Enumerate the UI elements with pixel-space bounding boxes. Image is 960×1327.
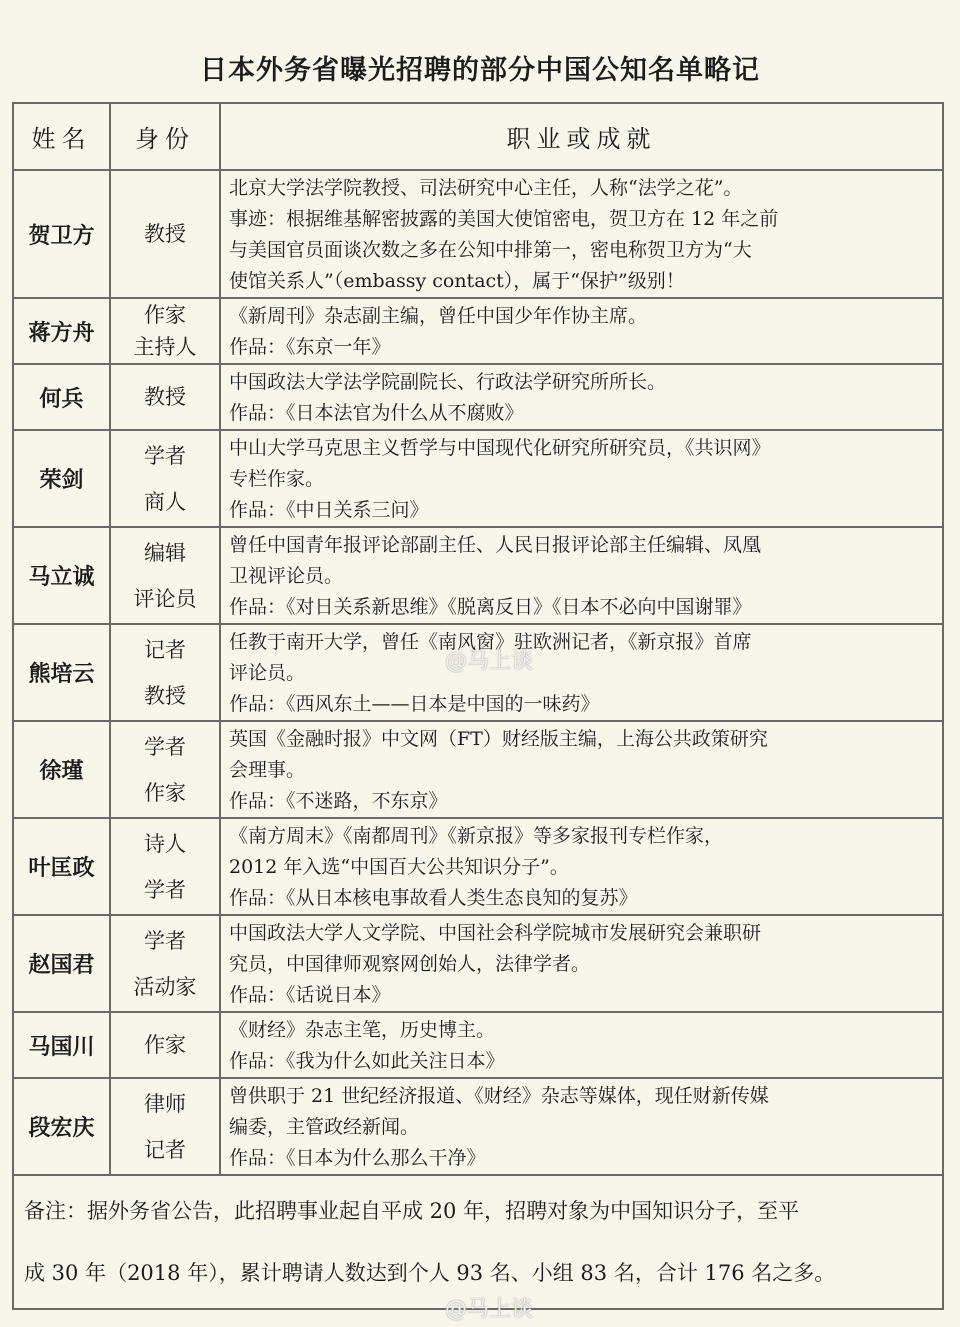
identity-label: 作家 (144, 1033, 186, 1057)
note-cell (13, 1175, 943, 1309)
table-row (13, 298, 943, 364)
person-name: 熊培云 (13, 624, 110, 721)
career-line: 作品：《东京一年》 (229, 336, 391, 358)
career-cell (220, 1078, 943, 1175)
career-cell (220, 527, 943, 624)
identity-label: 作家 (144, 303, 186, 327)
career-line: 评论员。 (229, 662, 306, 684)
identity-cell (110, 624, 220, 721)
career-line: 中国政法大学法学院副院长、行政法学研究所所长。 (229, 371, 667, 393)
identity-label: 编辑 (144, 540, 186, 565)
person-name: 赵国君 (13, 915, 110, 1012)
career-line: 作品：《西风东土——日本是中国的一味药》 (229, 693, 600, 715)
career-line: 《南方周末》《南都周刊》《新京报》等多家报刊专栏作家， (229, 825, 724, 847)
person-name: 蒋方舟 (13, 298, 110, 364)
identity-label: 教授 (144, 222, 186, 246)
career-line: 中国政法大学人文学院、中国社会科学院城市发展研究会兼职研 (229, 922, 762, 944)
person-name: 马立诚 (13, 527, 110, 624)
person-name: 段宏庆 (13, 1078, 110, 1175)
person-name: 叶匡政 (13, 818, 110, 915)
identity-label: 记者 (144, 1137, 186, 1162)
identity-label: 作家 (144, 780, 186, 805)
career-line: 《新周刊》杂志副主编，曾任中国少年作协主席。 (229, 305, 648, 327)
career-line: 作品：《从日本核电事故看人类生态良知的复苏》 (229, 887, 638, 909)
identity-label: 主持人 (133, 335, 197, 359)
identity-cell (110, 915, 220, 1012)
career-line: 作品：《话说日本》 (229, 984, 391, 1006)
person-name: 马国川 (13, 1012, 110, 1078)
identity-cell (110, 364, 220, 430)
header-row (13, 103, 943, 170)
career-line: 中山大学马克思主义哲学与中国现代化研究所研究员，《共识网》 (229, 437, 771, 459)
career-line: 事迹：根据维基解密披露的美国大使馆密电，贺卫方在 12 年之前 (229, 208, 779, 230)
career-line: 任教于南开大学，曾任《南风窗》驻欧洲记者，《新京报》首席 (229, 631, 752, 653)
career-cell (220, 915, 943, 1012)
identity-label: 教授 (144, 683, 186, 708)
identity-cell (110, 1012, 220, 1078)
identity-label: 诗人 (144, 831, 186, 856)
career-line: 北京大学法学院教授、司法研究中心主任，人称“法学之花”。 (229, 177, 743, 199)
career-line: 作品：《中日关系三问》 (229, 499, 429, 521)
identity-label: 学者 (144, 877, 186, 902)
identity-cell (110, 170, 220, 298)
identity-cell (110, 527, 220, 624)
identity-label: 评论员 (133, 586, 197, 611)
table-row (13, 170, 943, 298)
identity-label: 活动家 (133, 974, 197, 999)
identity-cell (110, 298, 220, 364)
identity-label: 学者 (144, 928, 186, 953)
identity-label: 学者 (144, 734, 186, 759)
table-row (13, 1012, 943, 1078)
note-line: 备注：据外务省公告，此招聘事业起自平成 20 年，招聘对象为中国知识分子，至平 (24, 1199, 800, 1223)
career-cell (220, 430, 943, 527)
table-row (13, 527, 943, 624)
career-cell (220, 298, 943, 364)
note-line: 成 30 年（2018 年），累计聘请人数达到个人 93 名、小组 83 名，合计 176 名之多。 (24, 1261, 836, 1285)
note-row (13, 1175, 943, 1309)
document-title: 日本外务省曝光招聘的部分中国公知名单略记 (200, 55, 760, 86)
watermark: @马上谈 (445, 1297, 534, 1322)
career-line: 与美国官员面谈次数之多在公知中排第一，密电称贺卫方为“大 (229, 239, 752, 261)
career-cell (220, 170, 943, 298)
identity-label: 学者 (144, 443, 186, 468)
table-row (13, 915, 943, 1012)
identity-cell (110, 818, 220, 915)
person-name: 何兵 (13, 364, 110, 430)
career-cell (220, 1012, 943, 1078)
career-line: 作品：《我为什么如此关注日本》 (229, 1050, 505, 1072)
identity-cell (110, 1078, 220, 1175)
table-row (13, 1078, 943, 1175)
identity-label: 商人 (144, 489, 186, 514)
career-line: 使馆关系人”（embassy contact），属于“保护”级别！ (229, 270, 685, 292)
identity-cell (110, 721, 220, 818)
table-row (13, 364, 943, 430)
roster-table (12, 102, 944, 1310)
identity-cell (110, 430, 220, 527)
person-name: 荣剑 (13, 430, 110, 527)
career-line: 卫视评论员。 (229, 565, 344, 587)
career-cell (220, 818, 943, 915)
career-line: 作品：《对日关系新思维》《脱离反日》《日本不必向中国谢罪》 (229, 596, 752, 618)
career-line: 曾任中国青年报评论部副主任、人民日报评论部主任编辑、凤凰 (229, 534, 762, 556)
career-line: 作品：《日本为什么那么干净》 (229, 1147, 486, 1169)
table-row (13, 721, 943, 818)
career-line: 作品：《日本法官为什么从不腐败》 (229, 402, 524, 424)
career-cell (220, 721, 943, 818)
career-line: 会理事。 (229, 759, 306, 781)
person-name: 贺卫方 (13, 170, 110, 298)
person-name: 徐瑾 (13, 721, 110, 818)
identity-label: 教授 (144, 385, 186, 409)
career-line: 英国《金融时报》中文网（FT）财经版主编，上海公共政策研究 (229, 728, 768, 750)
table-row (13, 430, 943, 527)
header-identity: 身份 (110, 103, 220, 170)
career-line: 究员，中国律师观察网创始人，法律学者。 (229, 953, 591, 975)
header-name: 姓名 (13, 103, 110, 170)
identity-label: 律师 (144, 1091, 186, 1116)
career-line: 2012 年入选“中国百大公共知识分子”。 (229, 856, 569, 878)
career-line: 作品：《不迷路，不东京》 (229, 790, 448, 812)
career-line: 曾供职于 21 世纪经济报道、《财经》杂志等媒体，现任财新传媒 (229, 1085, 769, 1107)
career-line: 编委，主管政经新闻。 (229, 1116, 420, 1138)
career-cell (220, 624, 943, 721)
career-line: 专栏作家。 (229, 468, 325, 490)
identity-label: 记者 (144, 637, 186, 662)
header-career: 职业或成就 (220, 103, 943, 170)
table-row (13, 818, 943, 915)
career-cell (220, 364, 943, 430)
career-line: 《财经》杂志主笔，历史博主。 (229, 1019, 496, 1041)
watermark: @马上谈 (445, 649, 534, 674)
